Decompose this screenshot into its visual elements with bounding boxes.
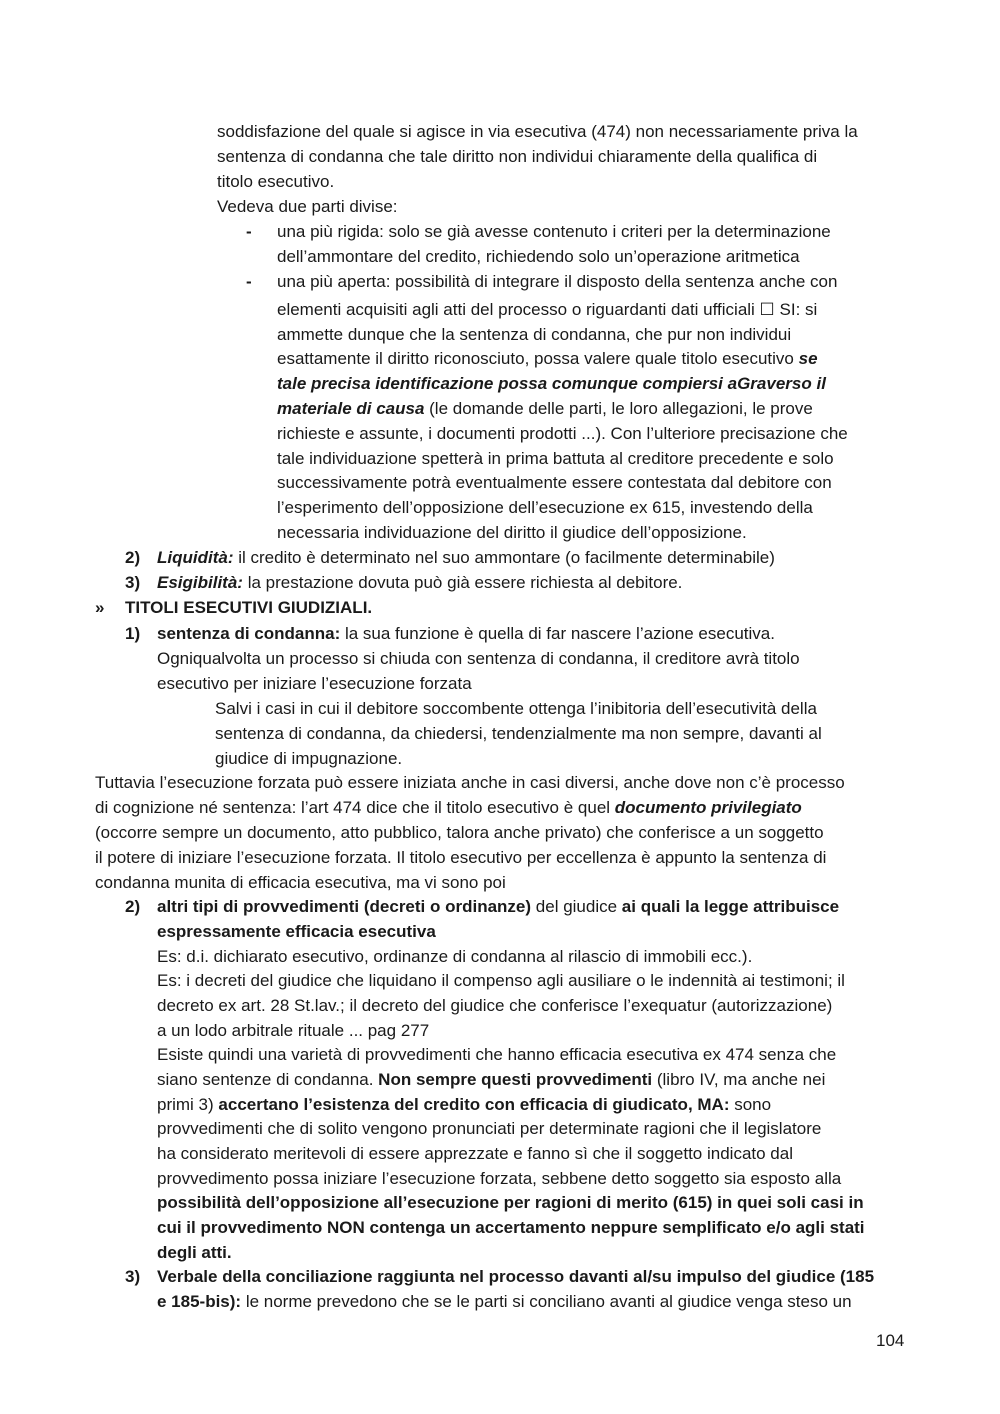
text-run: del giudice bbox=[531, 897, 622, 916]
list-number: 3) bbox=[125, 573, 141, 592]
dash-item-line: successivamente potrà eventualmente essere contestata dal debitore con bbox=[277, 473, 832, 492]
paragraph-line: (occorre sempre un documento, atto pubblico, talora anche privato) che conferisce a un soggetto bbox=[95, 823, 824, 842]
text-run: (libro IV, ma anche nei bbox=[652, 1070, 826, 1089]
emphasis: materiale di causa bbox=[277, 399, 425, 418]
intro-line: titolo esecutivo. bbox=[217, 172, 335, 191]
intro-line: soddisfazione del quale si agisce in via esecutiva (474) non necessariamente priva la bbox=[217, 122, 858, 141]
requisite-item bbox=[157, 571, 682, 595]
dash-bullet: - bbox=[246, 272, 252, 291]
item-line: provvedimenti che di solito vengono pronunciati per determinate ragioni che il legislatore bbox=[157, 1119, 822, 1138]
text-run: siano sentenze di condanna. bbox=[157, 1070, 379, 1089]
text-run: la sua funzione è quella di far nascere l’azione esecutiva. bbox=[340, 624, 775, 643]
item-line: possibilità dell’opposizione all’esecuzione per ragioni di merito (615) in quei soli casi in bbox=[157, 1193, 864, 1212]
dash-item-line bbox=[277, 397, 813, 421]
dash-item-line: necessaria individuazione del diritto il giudice dell’opposizione. bbox=[277, 523, 747, 542]
intro-line: Vedeva due parti divise: bbox=[217, 197, 398, 216]
emphasis: Non sempre questi provvedimenti bbox=[378, 1070, 653, 1089]
text-run: di cognizione né sentenza: l’art 474 dice che il titolo esecutivo è quel bbox=[95, 798, 615, 817]
dash-bullet: - bbox=[246, 222, 252, 241]
item-line bbox=[157, 895, 839, 919]
dash-item-line: una più rigida: solo se già avesse contenuto i criteri per la determinazione bbox=[277, 222, 831, 241]
list-number: 2) bbox=[125, 897, 141, 916]
item-line: espressamente efficacia esecutiva bbox=[157, 922, 436, 941]
item-line: Esiste quindi una varietà di provvedimenti che hanno efficacia esecutiva ex 474 senza che bbox=[157, 1045, 837, 1064]
emphasis: accertano l’esistenza del credito con efficacia di giudicato bbox=[218, 1095, 688, 1114]
item-line bbox=[157, 1093, 771, 1117]
dash-item-line: tale individuazione spetterà in prima battuta al creditore precedente e solo bbox=[277, 449, 834, 468]
section-heading: TITOLI ESECUTIVI GIUDIZIALI. bbox=[125, 598, 373, 617]
page-number: 104 bbox=[876, 1331, 905, 1350]
item-line bbox=[157, 622, 775, 646]
list-number: 2) bbox=[125, 548, 141, 567]
dash-item-line: richieste e assunte, i documenti prodotti ...). Con l’ulteriore precisazione che bbox=[277, 424, 848, 443]
item-line: ha considerato meritevoli di essere apprezzate e fanno sì che il soggetto indicato dal bbox=[157, 1144, 793, 1163]
dash-item-line: una più aperta: possibilità di integrare il disposto della sentenza anche con bbox=[277, 272, 838, 291]
dash-item-line: dell’ammontare del credito, richiedendo solo un’operazione aritmetica bbox=[277, 247, 800, 266]
note-line: sentenza di condanna, da chiedersi, tendenzialmente ma non sempre, davanti al bbox=[215, 724, 822, 743]
item-line: provvedimento possa iniziare l’esecuzione forzata, sebbene detto soggetto sia esposto alla bbox=[157, 1169, 842, 1188]
item-line: Verbale della conciliazione raggiunta nel processo davanti al/su impulso del giudice (185 bbox=[157, 1267, 875, 1286]
intro-line: sentenza di condanna che tale diritto non individui chiaramente della qualifica di bbox=[217, 147, 818, 166]
item-line: degli atti. bbox=[157, 1243, 232, 1262]
note-line: Salvi i casi in cui il debitore soccombente ottenga l’inibitoria dell’esecutività della bbox=[215, 699, 817, 718]
text-run: primi 3) bbox=[157, 1095, 219, 1114]
text-run: il credito è determinato nel suo ammontare (o facilmente determinabile) bbox=[233, 548, 775, 567]
item-line: Ogniqualvolta un processo si chiuda con sentenza di condanna, il creditore avrà titolo bbox=[157, 649, 800, 668]
emphasis: , MA: bbox=[687, 1095, 730, 1114]
text-run: esattamente il diritto riconosciuto, possa valere quale titolo esecutivo bbox=[277, 349, 799, 368]
note-line: giudice di impugnazione. bbox=[215, 749, 403, 768]
term: sentenza di condanna: bbox=[157, 624, 341, 643]
term: e 185-bis): bbox=[157, 1292, 242, 1311]
term: Esigibilità: bbox=[157, 573, 243, 592]
paragraph-line: condanna munita di efficacia esecutiva, ma vi sono poi bbox=[95, 873, 506, 892]
dash-item-line: ammette dunque che la sentenza di condanna, che pur non individui bbox=[277, 325, 792, 344]
item-line: cui il provvedimento NON contenga un accertamento neppure semplificato e/o agli stati bbox=[157, 1218, 865, 1237]
text-run: le norme prevedono che se le parti si conciliano avanti al giudice venga steso un bbox=[241, 1292, 852, 1311]
item-line bbox=[157, 1068, 825, 1092]
example-line: Es: i decreti del giudice che liquidano il compenso agli ausiliare o le indennità ai testimoni; il bbox=[157, 971, 845, 990]
paragraph-line: il potere di iniziare l’esecuzione forzata. Il titolo esecutivo per eccellenza è appunto la sentenza di bbox=[95, 848, 827, 867]
example-line: a un lodo arbitrale rituale ... pag 277 bbox=[157, 1021, 430, 1040]
dash-item-line bbox=[277, 347, 818, 371]
dash-item-line: tale precisa identificazione possa comunque compiersi aGraverso il bbox=[277, 374, 826, 393]
dash-item-line: elementi acquisiti agli atti del processo o riguardanti dati ufficiali ☐ SI: si bbox=[277, 300, 818, 319]
emphasis: se bbox=[798, 349, 818, 368]
list-number: 3) bbox=[125, 1267, 141, 1286]
paragraph-line bbox=[95, 796, 802, 820]
term: altri tipi di provvedimenti (decreti o ordinanze) bbox=[157, 897, 532, 916]
list-number: 1) bbox=[125, 624, 141, 643]
text-run: (le domande delle parti, le loro allegazioni, le prove bbox=[424, 399, 813, 418]
dash-item-line: l’esperimento dell’opposizione dell’esecuzione ex 615, investendo della bbox=[277, 498, 813, 517]
text-run: la prestazione dovuta può già essere richiesta al debitore. bbox=[242, 573, 683, 592]
section-bullet: » bbox=[95, 598, 105, 617]
item-line: esecutivo per iniziare l’esecuzione forzata bbox=[157, 674, 472, 693]
term: ai quali la legge attribuisce bbox=[621, 897, 840, 916]
item-line bbox=[157, 1290, 852, 1314]
requisite-item bbox=[157, 546, 775, 570]
paragraph-line: Tuttavia l’esecuzione forzata può essere iniziata anche in casi diversi, anche dove non c’è processo bbox=[95, 773, 845, 792]
emphasis: documento privilegiato bbox=[614, 798, 802, 817]
text-run: sono bbox=[729, 1095, 772, 1114]
example-line: Es: d.i. dichiarato esecutivo, ordinanze di condanna al rilascio di immobili ecc.). bbox=[157, 947, 753, 966]
example-line: decreto ex art. 28 St.lav.; il decreto del giudice che conferisce l’exequatur (autorizzazione) bbox=[157, 996, 833, 1015]
term: Liquidità: bbox=[157, 548, 234, 567]
